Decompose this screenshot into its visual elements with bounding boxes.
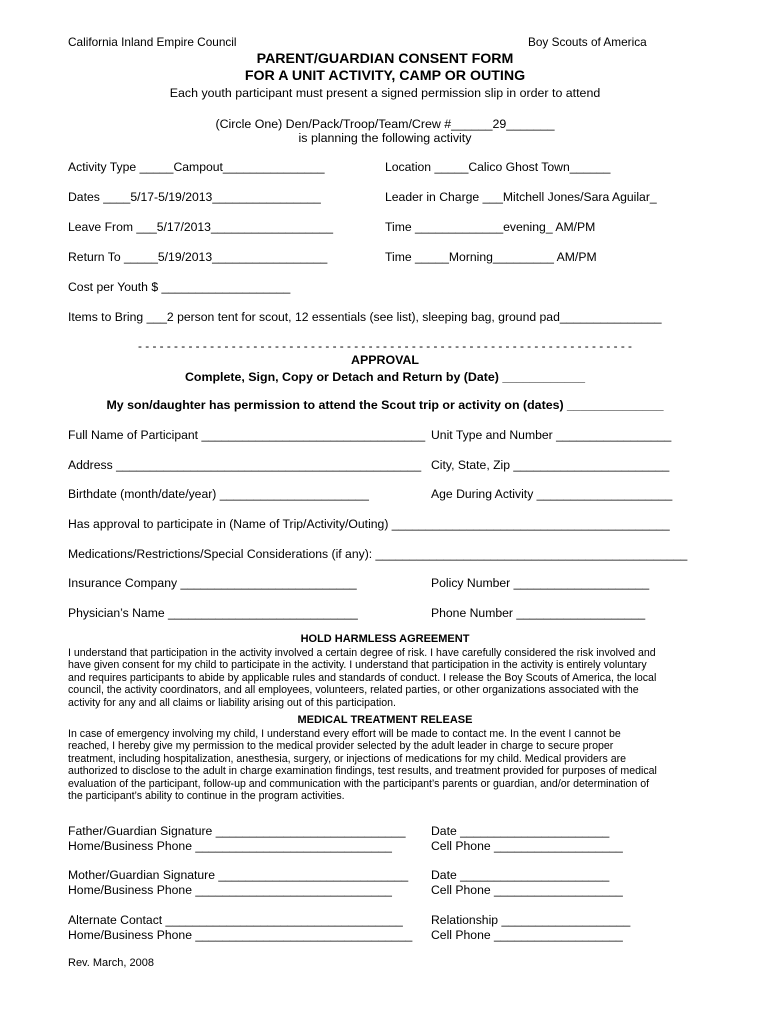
medications-field[interactable]: Medications/Restrictions/Special Considerations (if any): ______________________________________________	[68, 547, 688, 561]
council-name: California Inland Empire Council	[68, 35, 237, 49]
form-title: PARENT/GUARDIAN CONSENT FORM	[256, 51, 514, 67]
medical-release-line: treatment, including hospitalization, anesthesia, surgery, or injections of medications for my child. Medical providers are	[68, 752, 627, 765]
unit-line: (Circle One) Den/Pack/Troop/Team/Crew #______29_______	[215, 117, 555, 131]
policy-number-field[interactable]: Policy Number ____________________	[431, 576, 650, 590]
hold-harmless-line: I understand that participation in the activity involved a certain degree of risk. I have carefully considered the risk involved and	[68, 647, 656, 659]
medical-release-line: the participant’s ability to continue in the program activities.	[68, 790, 345, 803]
items-field[interactable]: Items to Bring ___2 person tent for scout, 12 essentials (see list), sleeping bag, ground pad_______________	[68, 310, 662, 324]
physician-phone-field[interactable]: Phone Number ___________________	[431, 606, 646, 620]
organization-name: Boy Scouts of America	[528, 35, 647, 49]
address-field[interactable]: Address _____________________________________________	[68, 458, 422, 472]
physician-field[interactable]: Physician’s Name ____________________________	[68, 606, 358, 620]
medical-release-line: evaluation of the participant, follow-up and communication with the participant’s parents or guardian, and/or determination of	[68, 777, 650, 790]
insurance-field[interactable]: Insurance Company __________________________	[68, 576, 357, 590]
alternate-cell-field[interactable]: Cell Phone ___________________	[431, 928, 623, 942]
unit-type-field[interactable]: Unit Type and Number _________________	[431, 428, 672, 442]
alternate-phone-field[interactable]: Home/Business Phone ________________________________	[68, 928, 413, 942]
leave-from-field[interactable]: Leave From ___5/17/2013__________________	[68, 220, 333, 234]
father-date-field[interactable]: Date ______________________	[431, 824, 610, 838]
form-subtitle-title: FOR A UNIT ACTIVITY, CAMP OR OUTING	[244, 68, 526, 84]
hold-harmless-line: council, the activity coordinators, and all employees, volunteers, related parties, or other organizations associated with the	[68, 684, 639, 697]
planning-line: is planning the following activity	[298, 131, 472, 145]
relationship-field[interactable]: Relationship ___________________	[431, 913, 631, 927]
return-to-field[interactable]: Return To _____5/19/2013_________________	[68, 250, 328, 264]
medical-release-text	[68, 728, 704, 802]
hold-harmless-line: and requires participants to abide by applicable rules and standards of conduct. I release the Boy Scouts of America, the local	[68, 671, 657, 684]
city-state-zip-field[interactable]: City, State, Zip _______________________	[431, 458, 670, 472]
mother-cell-field[interactable]: Cell Phone ___________________	[431, 883, 623, 897]
hold-harmless-line: activity for any and all claims or liability arising out of this participation.	[68, 696, 396, 709]
return-time-field[interactable]: Time _____Morning_________ AM/PM	[385, 250, 597, 264]
hold-harmless-heading: HOLD HARMLESS AGREEMENT	[300, 633, 470, 645]
medical-release-heading: MEDICAL TREATMENT RELEASE	[297, 714, 473, 726]
medical-release-line: authorized to disclose to the adult in charge examination findings, test results, and treatment provided for purposes of medical	[68, 765, 657, 778]
cost-field[interactable]: Cost per Youth $ ___________________	[68, 280, 291, 294]
activity-type-field[interactable]: Activity Type _____Campout_______________	[68, 160, 325, 174]
medical-release-line: reached, I hereby give my permission to the medical provider selected by the adult leader in charge to secure proper	[68, 740, 614, 753]
leader-field[interactable]: Leader in Charge ___Mitchell Jones/Sara Aguilar_	[385, 190, 657, 204]
return-instruction: Complete, Sign, Copy or Detach and Return by (Date) ____________	[184, 370, 586, 384]
medical-release-line: In case of emergency involving my child, I understand every effort will be made to contact me. In the event I cannot be	[68, 728, 621, 740]
revision-date: Rev. March, 2008	[68, 957, 155, 969]
alternate-contact-field[interactable]: Alternate Contact ___________________________________	[68, 913, 403, 927]
attendance-note: Each youth participant must present a signed permission slip in order to attend	[169, 86, 601, 100]
dates-field[interactable]: Dates ____5/17-5/19/2013________________	[68, 190, 321, 204]
location-field[interactable]: Location _____Calico Ghost Town______	[385, 160, 611, 174]
hold-harmless-line: have given consent for my child to participate in the activity. I understand that participation in the activity is entirely voluntary	[68, 659, 647, 672]
mother-date-field[interactable]: Date ______________________	[431, 868, 610, 882]
leave-time-field[interactable]: Time _____________evening_ AM/PM	[385, 220, 596, 234]
mother-signature-field[interactable]: Mother/Guardian Signature ____________________________	[68, 868, 409, 882]
trip-approval-field[interactable]: Has approval to participate in (Name of Trip/Activity/Outing) _________________________________________	[68, 517, 670, 531]
permission-statement: My son/daughter has permission to attend the Scout trip or activity on (dates) ______________	[106, 398, 664, 412]
father-phone-field[interactable]: Home/Business Phone _____________________________	[68, 839, 392, 853]
detach-divider: - - - - - - - - - - - - - - - - - - - - - - - - - - - - - - - - - - - - - - - - - - - - - - - - - - - - - - - - - - - - - - - - - - - - -	[138, 339, 632, 353]
mother-phone-field[interactable]: Home/Business Phone _____________________________	[68, 883, 392, 897]
birthdate-field[interactable]: Birthdate (month/date/year) ______________________	[68, 487, 369, 501]
age-field[interactable]: Age During Activity ____________________	[431, 487, 673, 501]
participant-name-field[interactable]: Full Name of Participant _________________________________	[68, 428, 426, 442]
approval-heading: APPROVAL	[351, 353, 419, 367]
hold-harmless-text	[68, 647, 704, 709]
father-cell-field[interactable]: Cell Phone ___________________	[431, 839, 623, 853]
father-signature-field[interactable]: Father/Guardian Signature ____________________________	[68, 824, 406, 838]
